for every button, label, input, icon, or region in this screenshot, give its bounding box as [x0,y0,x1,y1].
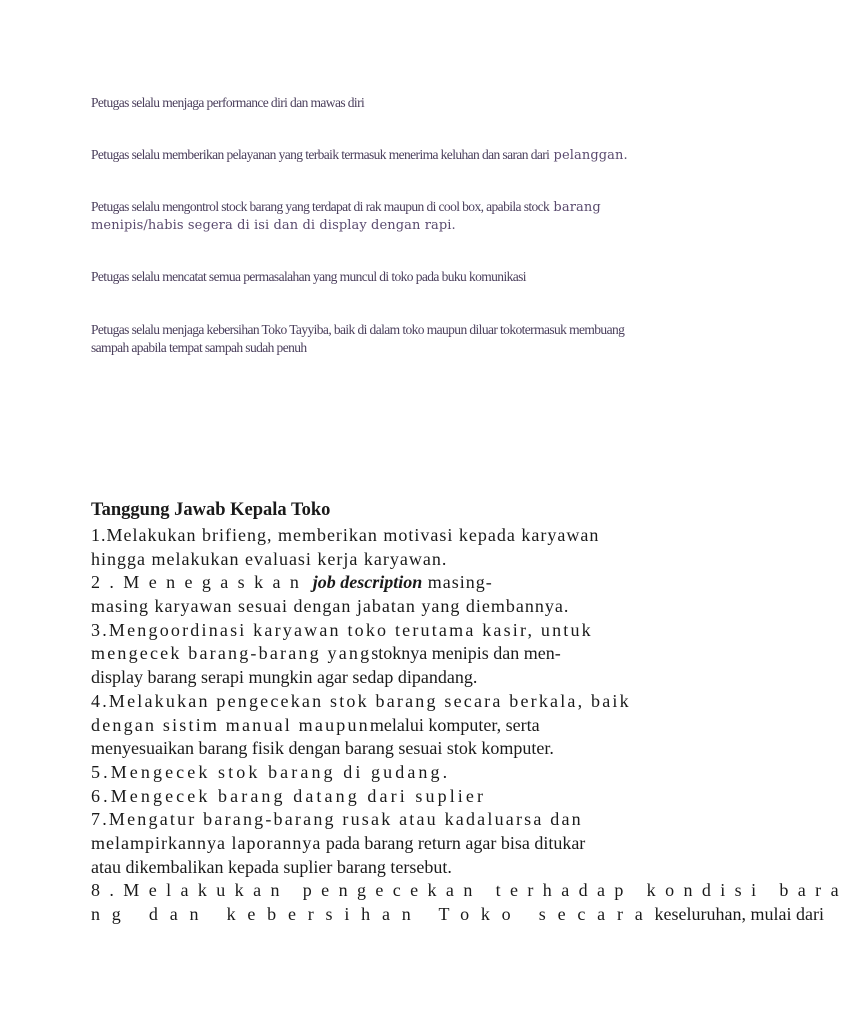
body-text: pada barang return agar bisa ditukar [321,832,586,853]
duty-item [91,94,691,112]
duty-text: Petugas selalu memberikan pelayanan yang terbaik termasuk menerima keluhan dan saran dari [91,147,550,162]
body-line: 5.Mengecek stok barang di gudang. [91,761,451,782]
body-line: 1.Melakukan brifieng, memberikan motivasi kepada karyawan [91,525,600,545]
duty-text: Petugas selalu menjaga kebersihan Toko Tayyiba, baik di dalam toko maupun diluar tokotermasuk membuang [91,322,625,337]
duty-text: Petugas selalu mencatat semua permasalahan yang muncul di toko pada buku komunikasi [91,269,526,284]
emphasis-text: job description [312,572,423,593]
duty-item [91,268,691,286]
body-line: display barang serapi mungkin agar sedap dipandang. [91,667,478,688]
body-line [91,903,824,927]
body-text: stoknya menipis dan men- [371,643,561,664]
body-text: 2.Menegaskan [91,572,309,593]
body-line: 7.Mengatur barang-barang rusak atau kadaluarsa dan [91,809,583,830]
duty-item [91,321,691,357]
body-text: melampirkannya laporannya [91,832,322,853]
duty-item [91,198,691,235]
body-text: masing- [422,572,493,593]
duty-text-tail: pelanggan. [549,148,628,163]
body-line: menyesuaikan barang fisik dengan barang sesuai stok komputer. [91,738,554,759]
body-text: ng dan kebersihan Toko secara [91,904,655,924]
body-line: hingga melakukan evaluasi kerja karyawan. [91,548,448,569]
body-text: melalui komputer, serta [369,714,540,735]
body-line: 3.Mengoordinasi karyawan toko terutama kasir, untuk [91,619,593,640]
duty-text-line2: menipis/habis segera di isi dan di display dengan rapi. [91,218,456,233]
body-line: masing karyawan sesuai dengan jabatan yang diembannya. [91,596,570,617]
duty-text: Petugas selalu mengontrol stock barang yang terdapat di rak maupun di cool box, apabila stock [91,199,550,214]
duty-text-line2: sampah apabila tempat sampah sudah penuh [91,340,307,355]
body-text: mengecek barang-barang yang [91,643,372,664]
duty-item [91,146,691,165]
body-text: dengan sistim manual maupun [91,714,370,735]
body-line: atau dikembalikan kepada suplier barang tersebut. [91,856,452,877]
duty-text-tail: barang [549,200,601,215]
section-title: Tanggung Jawab Kepala Toko [91,500,331,520]
section-body [91,524,848,927]
body-line [91,832,691,856]
body-line [91,714,691,738]
body-line: 6.Mengecek barang datang dari suplier [91,785,487,806]
duty-text: Petugas selalu menjaga performance diri dan mawas diri [91,95,365,110]
body-line: 4.Melakukan pengecekan stok barang secara berkala, baik [91,690,631,711]
body-line: 8.Melakukan pengecekan terhadap kondisi bara [91,880,848,901]
body-line [91,571,691,595]
body-text: keseluruhan, mulai dari [654,904,824,924]
body-line [91,642,691,666]
